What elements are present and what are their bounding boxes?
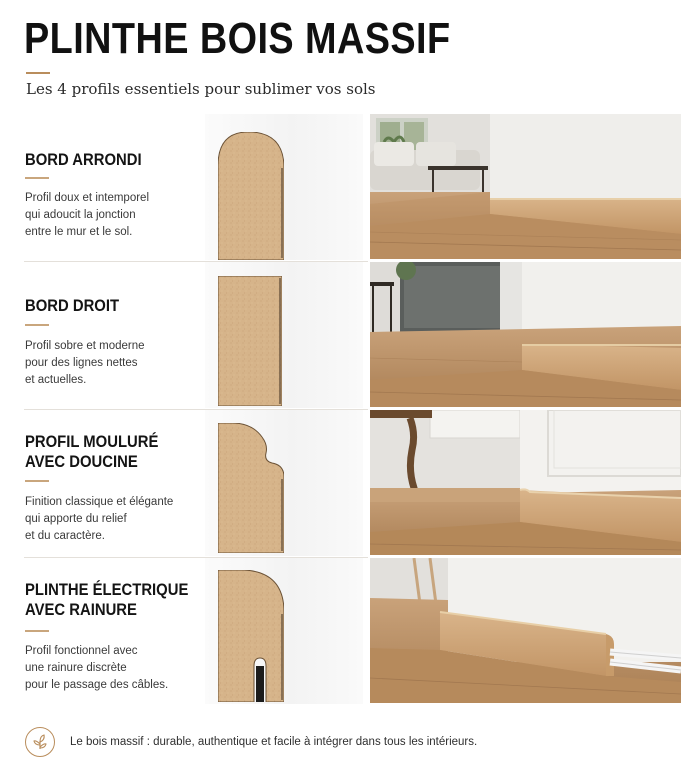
title-underline [26, 72, 50, 74]
cable-groove-baseboard-photo [370, 558, 681, 703]
profile-row-bord-droit [0, 262, 699, 410]
leaf-icon [25, 727, 55, 757]
rounded-edge-profile [218, 132, 284, 260]
cable-groove-profile [218, 570, 284, 702]
profile-heading: PLINTHE ÉLECTRIQUE AVEC RAINURE [25, 581, 189, 619]
profile-description: Profil sobre et moderne pour des lignes nettes et actuelles. [25, 340, 145, 386]
modern-room-straight-baseboard-photo [370, 262, 681, 407]
profile-description: Profil fonctionnel avec une rainure discrète pour le passage des câbles. [25, 645, 169, 691]
ogee-molded-profile [218, 423, 284, 553]
footer-tagline: Le bois massif : durable, authentique et facile à intégrer dans tous les intérieurs. [70, 736, 478, 748]
living-room-rounded-baseboard-photo [370, 114, 681, 259]
profile-row-bord-arrondi [0, 114, 699, 262]
straight-edge-profile [218, 276, 282, 406]
profile-heading: PROFIL MOULURÉ AVEC DOUCINE [25, 433, 159, 471]
heading-underline [25, 177, 49, 179]
profile-description: Profil doux et intemporel qui adoucit la jonction entre le mur et le sol. [25, 192, 150, 238]
profile-heading: BORD ARRONDI [25, 151, 142, 169]
profile-description: Finition classique et élégante qui apporte du relief et du caractère. [25, 496, 174, 542]
heading-underline [25, 630, 49, 632]
classic-room-molded-baseboard-photo [370, 410, 681, 555]
profile-heading: BORD DROIT [25, 297, 120, 315]
heading-underline [25, 480, 49, 482]
page-title: PLINTHE BOIS MASSIF [24, 14, 451, 63]
profile-row-plinthe-electrique [0, 558, 699, 706]
heading-underline [25, 324, 49, 326]
profile-row-moulure-doucine [0, 410, 699, 558]
page-subtitle: Les 4 profils essentiels pour sublimer vos sols [26, 80, 376, 98]
